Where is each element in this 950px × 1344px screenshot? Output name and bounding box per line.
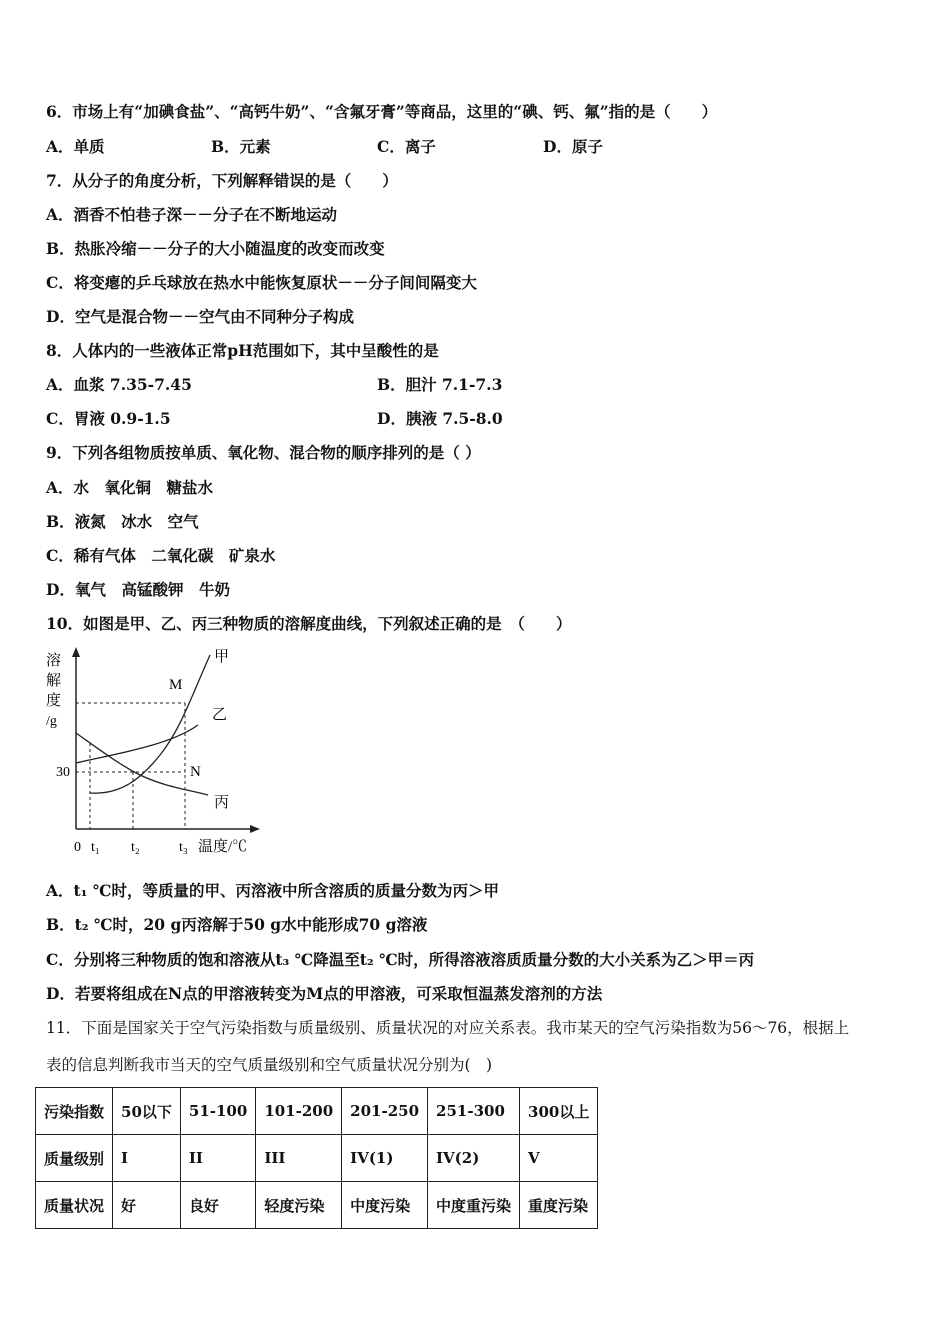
q8-option-b: B．胆汁 7.1-7.3 — [377, 375, 503, 394]
x-axis-arrow — [250, 825, 260, 833]
table-cell: V — [520, 1135, 598, 1182]
q8-option-a: A．血浆 7.35-7.45 — [46, 375, 192, 394]
y-axis-arrow — [72, 647, 80, 657]
series-label-yi: 乙 — [212, 707, 228, 723]
q7-stem: 7．从分子的角度分析，下列解释错误的是（ ） — [46, 171, 398, 190]
series-label-jia: 甲 — [214, 649, 230, 665]
table-row — [36, 1088, 598, 1135]
table-cell: 质量级别 — [36, 1135, 113, 1182]
x-tick-t2: t₂ — [131, 840, 140, 855]
table-cell: 101-200 — [256, 1088, 342, 1135]
y-label-1: 溶 — [46, 653, 62, 669]
q10-stem: 10．如图是甲、乙、丙三种物质的溶解度曲线，下列叙述正确的是 （ ） — [46, 614, 572, 633]
table-cell: 中度污染 — [342, 1182, 428, 1229]
point-label-n: N — [190, 764, 201, 780]
table-cell: 良好 — [180, 1182, 255, 1229]
curve-yi — [76, 725, 198, 763]
x-axis-label: 温度/℃ — [198, 839, 248, 855]
q6-option-d: D．原子 — [543, 137, 603, 156]
q7-option-d: D．空气是混合物－－空气由不同种分子构成 — [46, 307, 354, 326]
q10-option-a: A．t₁ ℃时，等质量的甲、丙溶液中所含溶质的质量分数为丙＞甲 — [46, 881, 499, 900]
q8-stem: 8．人体内的一些液体正常pH范围如下，其中呈酸性的是 — [46, 341, 439, 360]
q8-option-d: D．胰液 7.5-8.0 — [377, 409, 503, 428]
y-label-4: /g — [46, 714, 57, 729]
x-tick-t3: t₃ — [179, 840, 188, 855]
q6-stem: 6．市场上有“加碘食盐”、“高钙牛奶”、“含氟牙膏”等商品，这里的“碘、钙、氟”指的是（ ） — [46, 102, 718, 121]
q9-option-d: D．氧气 高锰酸钾 牛奶 — [46, 580, 230, 599]
table-cell: 300以上 — [520, 1088, 598, 1135]
table-cell: 50以下 — [113, 1088, 181, 1135]
q10-option-d: D．若要将组成在N点的甲溶液转变为M点的甲溶液，可采取恒温蒸发溶剂的方法 — [46, 984, 603, 1003]
q6-option-a: A．单质 — [46, 137, 105, 156]
table-cell: I — [113, 1135, 181, 1182]
curve-bing — [76, 733, 208, 795]
q7-option-c: C．将变瘪的乒乓球放在热水中能恢复原状－－分子间间隔变大 — [46, 273, 477, 292]
q9-option-a: A．水 氧化铜 糖盐水 — [46, 478, 214, 497]
y-label-2: 解 — [46, 673, 62, 689]
q7-option-a: A．酒香不怕巷子深－－分子在不断地运动 — [46, 205, 338, 224]
air-quality-table — [35, 1087, 598, 1229]
q9-option-c: C．稀有气体 二氧化碳 矿泉水 — [46, 546, 276, 565]
table-cell: 中度重污染 — [428, 1182, 520, 1229]
table-cell: 质量状况 — [36, 1182, 113, 1229]
table-row — [36, 1135, 598, 1182]
q10-option-c: C．分别将三种物质的饱和溶液从t₃ ℃降温至t₂ ℃时，所得溶液溶质质量分数的大小关系为乙＞甲＝丙 — [46, 950, 755, 969]
q11-stem-line1: 11．下面是国家关于空气污染指数与质量级别、质量状况的对应关系表。我市某天的空气污染指数为56～76，根据上 — [46, 1019, 850, 1037]
table-cell: 重度污染 — [520, 1182, 598, 1229]
q10-option-b: B．t₂ ℃时，20 g丙溶解于50 g水中能形成70 g溶液 — [46, 915, 428, 934]
x-tick-t1: t₁ — [91, 840, 100, 855]
q11-stem-line2: 表的信息判断我市当天的空气质量级别和空气质量状况分别为( ) — [46, 1056, 493, 1074]
point-label-m: M — [169, 677, 183, 693]
table-row — [36, 1182, 598, 1229]
table-cell: 好 — [113, 1182, 181, 1229]
table-cell: 污染指数 — [36, 1088, 113, 1135]
table-cell: II — [180, 1135, 255, 1182]
x-tick-0: 0 — [74, 840, 81, 855]
table-cell: 51-100 — [180, 1088, 255, 1135]
table-cell: 201-250 — [342, 1088, 428, 1135]
y-label-3: 度 — [46, 693, 62, 709]
table-cell: 轻度污染 — [256, 1182, 342, 1229]
table-cell: 251-300 — [428, 1088, 520, 1135]
table-cell: IV(1) — [342, 1135, 428, 1182]
q8-option-c: C．胃液 0.9-1.5 — [46, 409, 171, 428]
table-cell: IV(2) — [428, 1135, 520, 1182]
solubility-chart — [40, 645, 280, 860]
q9-stem: 9．下列各组物质按单质、氧化物、混合物的顺序排列的是（ ） — [46, 443, 481, 462]
q6-option-b: B．元素 — [211, 137, 271, 156]
y-tick-30: 30 — [56, 765, 70, 780]
q6-option-c: C．离子 — [377, 137, 436, 156]
q7-option-b: B．热胀冷缩－－分子的大小随温度的改变而改变 — [46, 239, 385, 258]
q9-option-b: B．液氮 冰水 空气 — [46, 512, 199, 531]
table-cell: III — [256, 1135, 342, 1182]
series-label-bing: 丙 — [214, 795, 230, 811]
